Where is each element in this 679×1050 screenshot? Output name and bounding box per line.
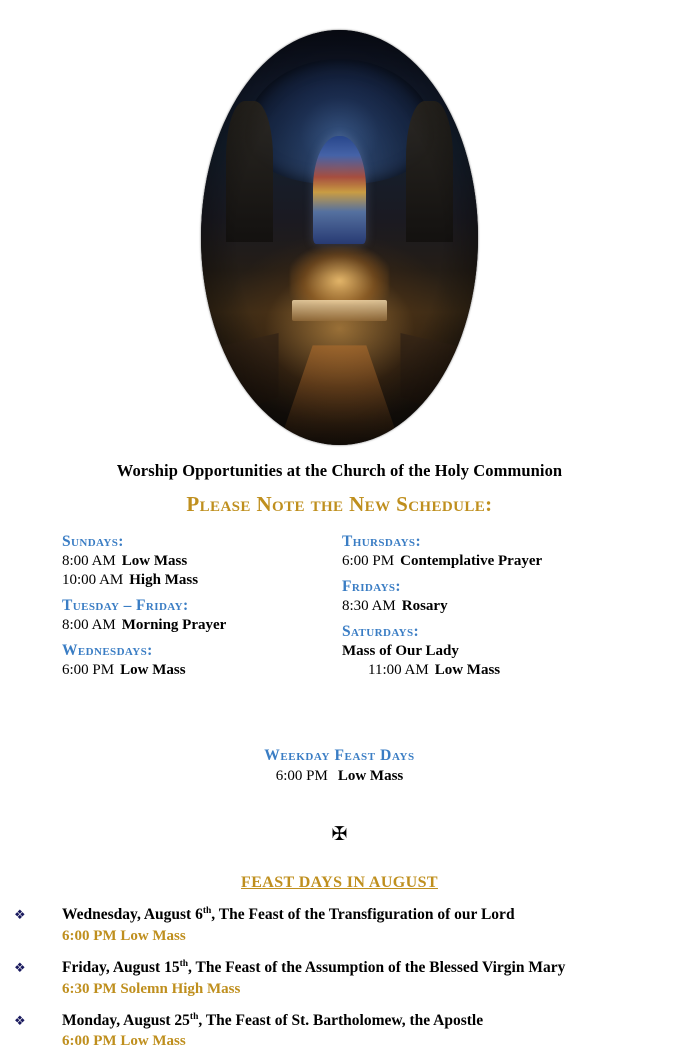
schedule-day-fridays: Fridays: xyxy=(342,578,642,596)
page-title: Worship Opportunities at the Church of the Holy Communion xyxy=(0,461,679,481)
feast-day-heading xyxy=(62,1012,669,1031)
feast-day-date: Monday, August 25 xyxy=(62,1012,190,1029)
entry-time: 8:30 AM xyxy=(342,598,396,614)
schedule-column-left xyxy=(62,533,332,679)
feast-day-service: 6:00 PM Low Mass xyxy=(62,1032,669,1050)
schedule-entry xyxy=(342,598,642,615)
entry-service: Morning Prayer xyxy=(122,617,227,633)
schedule-entry xyxy=(342,643,642,660)
feast-day-description: , The Feast of St. Bartholomew, the Apostle xyxy=(198,1012,483,1029)
schedule-column-right xyxy=(342,533,642,679)
entry-service: Low Mass xyxy=(435,662,500,678)
schedule-entry xyxy=(62,617,332,634)
schedule-entry xyxy=(62,553,332,570)
weekday-feast-days-entry xyxy=(0,768,679,785)
worship-schedule xyxy=(0,533,679,733)
schedule-entry xyxy=(342,553,642,570)
feast-day-ordinal: th xyxy=(190,1012,198,1022)
entry-service: Contemplative Prayer xyxy=(400,553,542,569)
schedule-entry xyxy=(62,572,332,589)
diamond-bullet-icon: ❖ xyxy=(14,907,26,923)
feast-day-ordinal: th xyxy=(203,906,211,916)
august-feast-days-title: FEAST DAYS IN AUGUST xyxy=(0,874,679,892)
entry-time: 8:00 AM xyxy=(62,617,116,633)
entry-service: High Mass xyxy=(129,572,198,588)
diamond-bullet-icon: ❖ xyxy=(14,960,26,976)
feast-day-description: , The Feast of the Assumption of the Blessed Virgin Mary xyxy=(188,959,565,976)
list-item xyxy=(0,959,679,998)
feast-day-service: 6:30 PM Solemn High Mass xyxy=(62,980,669,998)
weekday-feast-days-title: Weekday Feast Days xyxy=(0,747,679,765)
weekday-feast-days xyxy=(0,747,679,785)
list-item xyxy=(0,1012,679,1050)
feast-day-description: , The Feast of the Transfiguration of our Lord xyxy=(211,906,514,923)
entry-time: 10:00 AM xyxy=(62,572,123,588)
schedule-day-tuesday-friday: Tuesday – Friday: xyxy=(62,597,332,615)
schedule-entry xyxy=(342,662,642,679)
entry-time: 8:00 AM xyxy=(62,553,116,569)
august-feast-days-list xyxy=(0,906,679,1050)
photo-vignette xyxy=(201,30,478,445)
entry-time: 6:00 PM xyxy=(342,553,394,569)
church-interior-oval-photo xyxy=(201,30,478,445)
schedule-day-sundays: Sundays: xyxy=(62,533,332,551)
schedule-entry xyxy=(62,662,332,679)
entry-service: Low Mass xyxy=(120,662,185,678)
list-item xyxy=(0,906,679,945)
entry-time: 6:00 PM xyxy=(62,662,114,678)
entry-service: Low Mass xyxy=(122,553,187,569)
feast-day-heading xyxy=(62,959,669,978)
feast-day-date: Wednesday, August 6 xyxy=(62,906,203,923)
schedule-day-thursdays: Thursdays: xyxy=(342,533,642,551)
diamond-bullet-icon: ❖ xyxy=(14,1013,26,1029)
maltese-cross-icon: ✠ xyxy=(0,825,679,844)
schedule-day-wednesdays: Wednesdays: xyxy=(62,642,332,660)
feast-day-date: Friday, August 15 xyxy=(62,959,180,976)
photo-container xyxy=(0,0,679,445)
entry-service: Low Mass xyxy=(338,768,403,784)
entry-service: Rosary xyxy=(402,598,448,614)
feast-day-heading xyxy=(62,906,669,925)
feast-day-ordinal: th xyxy=(180,959,188,969)
schedule-notice: Please Note the New Schedule: xyxy=(0,492,679,517)
entry-service: Mass of Our Lady xyxy=(342,643,459,659)
feast-day-service: 6:00 PM Low Mass xyxy=(62,927,669,945)
entry-time: 11:00 AM xyxy=(368,662,429,678)
entry-time: 6:00 PM xyxy=(276,768,328,784)
schedule-day-saturdays: Saturdays: xyxy=(342,623,642,641)
